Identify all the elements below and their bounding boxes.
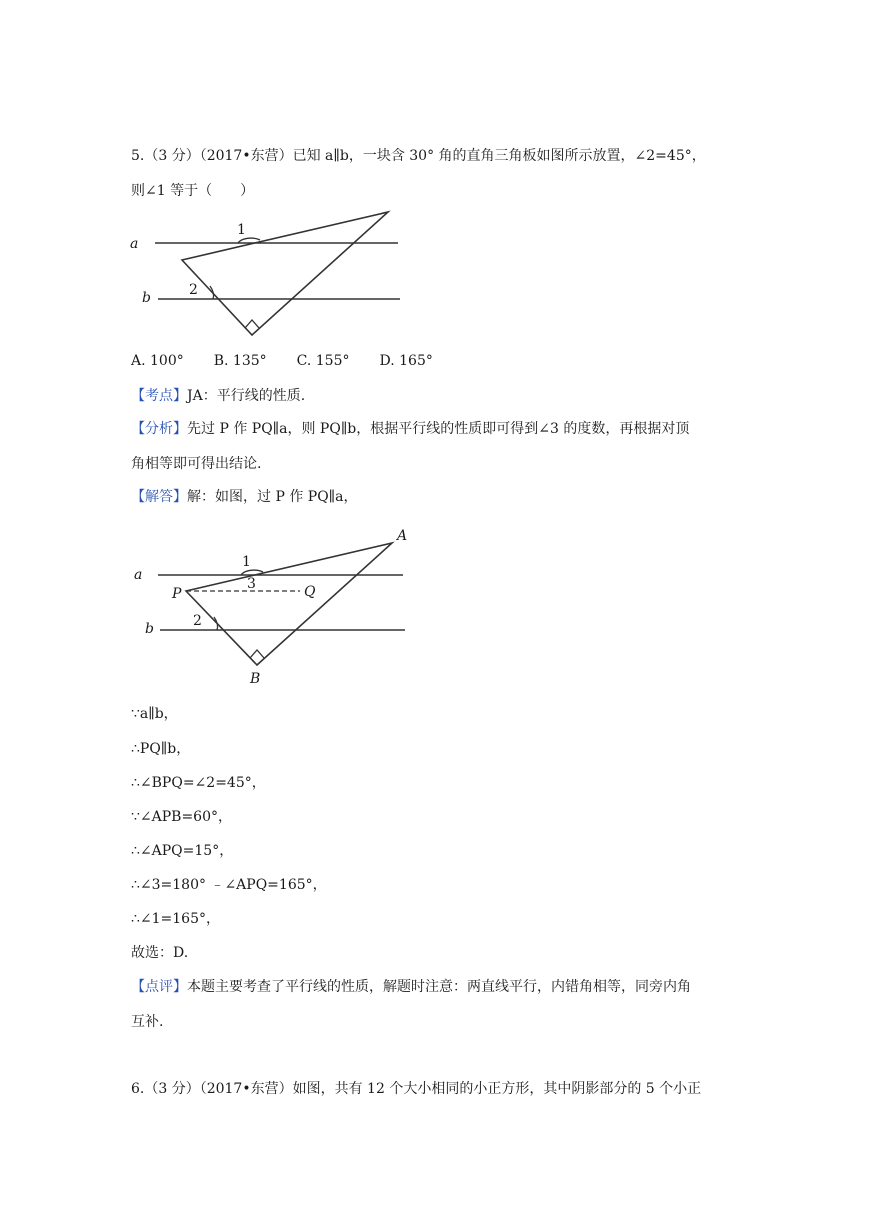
step-1: ∵a∥b， [131,706,178,722]
fenxi-text1: 先过 P 作 PQ∥a，则 PQ∥b，根据平行线的性质即可得到∠3 的度数，再根据对顶 [187,421,690,437]
jieda-text: 解：如图，过 P 作 PQ∥a， [187,489,358,505]
figure-2-diagram [125,520,425,695]
kaodian-text: JA：平行线的性质. [187,388,306,404]
label-2: 2 [193,613,202,629]
label-a-vertex: A [397,528,408,544]
triangle [186,543,392,665]
label-2: 2 [189,282,198,298]
option-d[interactable]: D. 165° [379,353,433,369]
step-2: ∴PQ∥b， [131,741,191,757]
step-6: ∴∠3=180° ﹣∠APQ=165°， [131,877,327,893]
label-3: 3 [247,576,256,592]
step-5: ∴∠APQ=15°， [131,843,234,859]
fenxi-tag: 【分析】 [131,421,187,437]
option-b[interactable]: B. 135° [213,353,267,369]
label-a: a [134,567,143,583]
fenxi-line2: 角相等即可得出结论. [131,456,262,472]
kaodian-line [131,386,305,406]
dianping-tag: 【点评】 [131,979,187,995]
step-7: ∴∠1=165°， [131,911,220,927]
option-c[interactable]: C. 155° [296,353,350,369]
label-b: b [142,290,151,306]
step-3: ∴∠BPQ=∠2=45°， [131,775,266,791]
step-4: ∵∠APB=60°， [131,809,233,825]
fenxi-line1 [131,419,689,439]
label-1: 1 [237,222,246,238]
dianping-line2: 互补. [131,1014,164,1030]
option-a[interactable]: A. 100° [131,353,184,369]
triangle [182,212,388,335]
dianping-line1 [131,977,691,997]
question6-stem-line1: 6.（3 分）（2017•东营）如图，共有 12 个大小相同的小正方形，其中阴影部分的 5 个小正 [131,1081,702,1097]
question5-options [131,351,463,371]
label-1: 1 [242,554,251,570]
angle-2-arc [214,617,218,630]
jieda-line [131,487,357,507]
dianping-text1: 本题主要考查了平行线的性质，解题时注意：两直线平行，内错角相等，同旁内角 [187,979,691,995]
figure-1-diagram [125,207,425,342]
label-a: a [130,236,139,252]
question5-stem-line1: 5.（3 分）（2017•东营）已知 a∥b，一块含 30° 角的直角三角板如图所示放置，∠2=45°， [131,148,706,164]
label-p: P [172,586,182,602]
right-angle-mark [245,320,259,328]
label-b: b [145,621,154,637]
label-b-vertex: B [250,671,261,687]
jieda-tag: 【解答】 [131,489,187,505]
label-q: Q [304,584,316,600]
question5-stem-line2: 则∠1 等于（ ） [131,183,255,199]
step-8-answer: 故选：D. [131,945,189,961]
right-angle-mark [250,650,264,658]
kaodian-tag: 【考点】 [131,388,187,404]
